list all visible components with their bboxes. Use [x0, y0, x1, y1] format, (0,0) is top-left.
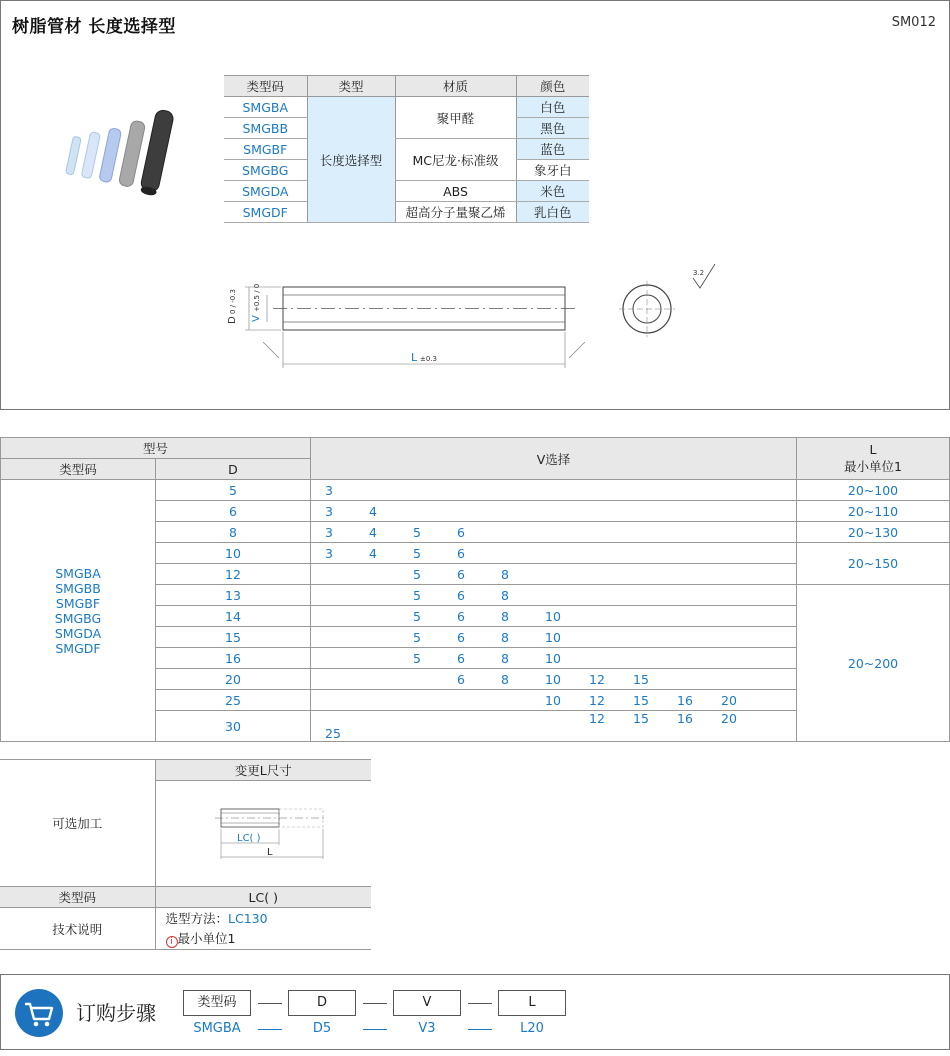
spec-v-options — [311, 711, 797, 742]
type-table — [224, 75, 589, 223]
color: 蓝色 — [516, 139, 589, 160]
tube-image-3 — [99, 128, 122, 183]
spec-type-code[interactable]: SMGBB — [55, 580, 101, 596]
v-option[interactable]: 3 — [325, 545, 333, 561]
proc-option-header: 变更L尺寸 — [155, 760, 371, 781]
proc-method-prefix: 选型方法： — [165, 910, 229, 926]
v-label: V — [251, 315, 262, 322]
v-option[interactable]: 15 — [633, 671, 649, 687]
example-dash — [363, 1029, 387, 1030]
proc-diagram-cell — [155, 781, 371, 887]
color: 白色 — [516, 97, 589, 118]
v-option[interactable]: 15 — [633, 692, 649, 708]
type-code[interactable]: SMGDF — [224, 202, 307, 223]
spec-l-range[interactable]: 20~150 — [797, 543, 950, 585]
v-option[interactable]: 3 — [325, 482, 333, 498]
material: 聚甲醛 — [395, 97, 516, 139]
v-option[interactable]: 6 — [457, 629, 465, 645]
step-dash — [363, 1003, 387, 1004]
col-header-color: 颜色 — [516, 76, 589, 97]
color: 象牙白 — [516, 160, 589, 181]
cart-glyph — [15, 989, 63, 1037]
proc-method-line — [166, 909, 372, 929]
v-option[interactable]: 5 — [413, 545, 421, 561]
spec-l-range[interactable]: 20~200 — [797, 585, 950, 742]
v-option[interactable]: 12 — [589, 692, 605, 708]
step-dash — [468, 1003, 492, 1004]
v-option[interactable]: 5 — [413, 566, 421, 582]
roughness-value: 3.2 — [693, 269, 705, 277]
step-d: D — [288, 990, 356, 1016]
step-l: L — [498, 990, 566, 1016]
v-option[interactable]: 6 — [457, 650, 465, 666]
order-steps-panel — [0, 974, 950, 1050]
v-option[interactable]: 25 — [325, 726, 341, 741]
spec-d-value[interactable]: 14 — [156, 606, 311, 627]
color: 米色 — [516, 181, 589, 202]
v-option[interactable]: 10 — [545, 608, 561, 624]
v-tolerance: +0.5 / 0 — [253, 283, 261, 312]
spec-v-options — [311, 669, 797, 690]
spec-d-value[interactable]: 15 — [156, 627, 311, 648]
v-option[interactable]: 8 — [501, 671, 509, 687]
proc-method-value[interactable]: LC130 — [228, 910, 268, 926]
v-option[interactable]: 8 — [501, 566, 509, 582]
d-tolerance: 0 / -0.3 — [229, 289, 237, 314]
spec-l-range[interactable]: 20~130 — [797, 522, 950, 543]
spec-v-options — [311, 564, 797, 585]
proc-code-value: LC( ) — [155, 887, 371, 908]
type-name: 长度选择型 — [307, 97, 395, 223]
tube-image-5 — [140, 109, 175, 193]
v-option[interactable]: 10 — [545, 650, 561, 666]
v-option[interactable]: 16 — [677, 711, 693, 726]
example-dash — [258, 1029, 282, 1030]
spec-row — [1, 480, 950, 501]
v-option[interactable]: 5 — [413, 629, 421, 645]
v-option[interactable]: 6 — [457, 608, 465, 624]
v-option[interactable]: 8 — [501, 587, 509, 603]
proc-code-header: 类型码 — [0, 887, 155, 908]
color: 黑色 — [516, 118, 589, 139]
v-option[interactable]: 8 — [501, 608, 509, 624]
v-option[interactable]: 4 — [369, 524, 377, 540]
spec-v-options — [311, 585, 797, 606]
processing-table — [0, 759, 371, 950]
type-code[interactable]: SMGBF — [224, 139, 307, 160]
example-v: V3 — [418, 1021, 436, 1036]
v-option[interactable]: 10 — [545, 629, 561, 645]
v-option[interactable]: 3 — [325, 503, 333, 519]
color: 乳白色 — [516, 202, 589, 223]
tube-image-4 — [118, 120, 145, 187]
product-photo — [55, 88, 185, 198]
proc-tech-label: 技术说明 — [0, 908, 155, 950]
spec-v-options — [311, 648, 797, 669]
v-option[interactable]: 8 — [501, 629, 509, 645]
spec-type-code[interactable]: SMGBF — [55, 595, 101, 611]
tube-image-1 — [66, 136, 82, 175]
material: ABS — [395, 181, 516, 202]
col-header-material: 材质 — [395, 76, 516, 97]
v-option[interactable]: 16 — [677, 692, 693, 708]
col-header-code: 类型码 — [224, 76, 307, 97]
v-option[interactable]: 6 — [457, 587, 465, 603]
spec-header-v: V选择 — [311, 438, 797, 480]
type-code[interactable]: SMGBA — [224, 97, 307, 118]
spec-v-options — [311, 543, 797, 564]
spec-table — [0, 437, 950, 742]
v-option[interactable]: 6 — [457, 524, 465, 540]
spec-type-code[interactable]: SMGBG — [54, 610, 102, 626]
catalog-code: SM012 — [891, 15, 936, 30]
v-option[interactable]: 6 — [457, 671, 465, 687]
tube-image-2 — [81, 132, 100, 179]
v-option[interactable]: 10 — [545, 692, 561, 708]
example-type-code: SMGBA — [193, 1021, 241, 1036]
spec-d-value[interactable]: 25 — [156, 690, 311, 711]
proc-tech-cell — [155, 908, 371, 950]
v-option[interactable]: 6 — [457, 566, 465, 582]
type-code[interactable]: SMGBB — [224, 118, 307, 139]
v-option[interactable]: 5 — [413, 524, 421, 540]
page-title: 树脂管材 长度选择型 — [12, 17, 176, 37]
spec-type-code[interactable]: SMGBA — [55, 565, 101, 581]
example-l: L20 — [520, 1021, 544, 1036]
spec-d-value[interactable]: 16 — [156, 648, 311, 669]
spec-v-options — [311, 606, 797, 627]
spec-d-value[interactable]: 10 — [156, 543, 311, 564]
lc-label: LC( ) — [237, 833, 261, 844]
spec-v-options — [311, 627, 797, 648]
v-option[interactable]: 8 — [501, 650, 509, 666]
l-tolerance: ±0.3 — [420, 355, 437, 363]
col-header-type: 类型 — [307, 76, 395, 97]
v-option[interactable]: 12 — [589, 671, 605, 687]
step-dash — [258, 1003, 282, 1004]
v-option[interactable]: 5 — [413, 650, 421, 666]
spec-d-value[interactable]: 30 — [156, 711, 311, 742]
v-option[interactable]: 6 — [457, 545, 465, 561]
type-code[interactable]: SMGBG — [224, 160, 307, 181]
cart-icon — [15, 989, 63, 1037]
v-option[interactable]: 10 — [545, 671, 561, 687]
v-option[interactable]: 20 — [721, 692, 737, 708]
example-d: D5 — [312, 1021, 332, 1036]
spec-v-options — [311, 501, 797, 522]
spec-type-code[interactable]: SMGDF — [55, 640, 101, 656]
spec-d-value[interactable]: 12 — [156, 564, 311, 585]
proc-row-label: 可选加工 — [0, 760, 155, 887]
v-option[interactable]: 20 — [721, 711, 737, 726]
spec-header-l-label: L — [869, 442, 877, 457]
spec-header-l — [797, 438, 950, 480]
spec-header-d: D — [156, 459, 311, 480]
spec-d-value[interactable]: 20 — [156, 669, 311, 690]
step-type-code: 类型码 — [183, 990, 251, 1016]
type-code[interactable]: SMGDA — [224, 181, 307, 202]
spec-header-code: 类型码 — [1, 459, 156, 480]
order-title: 订购步骤 — [76, 1001, 156, 1025]
spec-l-range[interactable]: 20~100 — [797, 480, 950, 501]
spec-code-list — [1, 480, 156, 742]
spec-body — [1, 480, 950, 742]
spec-header-l-sub: 最小单位1 — [844, 459, 902, 474]
example-dash — [468, 1029, 492, 1030]
spec-header-model: 型号 — [1, 438, 311, 459]
spec-type-code[interactable]: SMGDA — [54, 625, 102, 641]
spec-d-value[interactable]: 5 — [156, 480, 311, 501]
v-option[interactable]: 3 — [325, 524, 333, 540]
spec-l-range[interactable]: 20~110 — [797, 501, 950, 522]
v-option[interactable]: 12 — [589, 711, 605, 726]
step-v: V — [393, 990, 461, 1016]
v-option[interactable]: 4 — [369, 503, 377, 519]
v-option[interactable]: 5 — [413, 587, 421, 603]
spec-v-options — [311, 690, 797, 711]
spec-v-options — [311, 480, 797, 501]
spec-d-value[interactable]: 8 — [156, 522, 311, 543]
lc-diagram — [193, 797, 333, 867]
material: 超高分子量聚乙烯 — [395, 202, 516, 223]
d-label: D — [227, 316, 238, 324]
spec-d-value[interactable]: 13 — [156, 585, 311, 606]
spec-d-value[interactable]: 6 — [156, 501, 311, 522]
leader-line — [263, 342, 279, 358]
spec-v-options — [311, 522, 797, 543]
l-label: L — [267, 847, 273, 858]
proc-min-unit-line — [166, 929, 372, 949]
leader-line — [569, 342, 585, 358]
v-option[interactable]: 4 — [369, 545, 377, 561]
info-icon: i — [166, 936, 178, 948]
technical-drawing — [215, 260, 735, 380]
v-option[interactable]: 5 — [413, 608, 421, 624]
l-label: L — [411, 351, 418, 364]
v-option[interactable]: 15 — [633, 711, 649, 726]
material: MC尼龙·标准级 — [395, 139, 516, 181]
proc-min-unit: 最小单位1 — [177, 930, 236, 946]
